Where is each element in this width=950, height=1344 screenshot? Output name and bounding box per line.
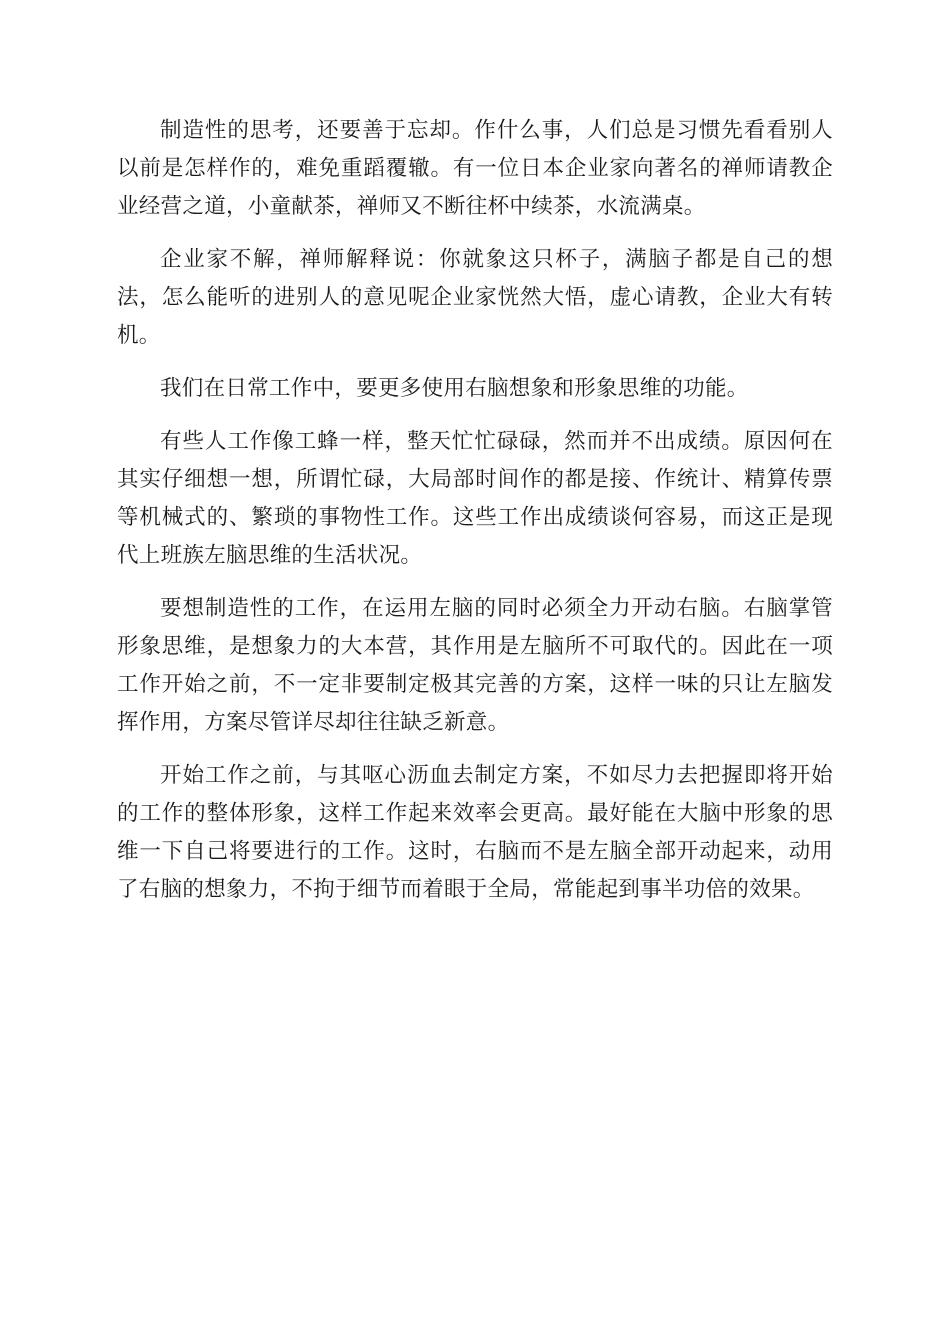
paragraph-6: 开始工作之前，与其呕心沥血去制定方案，不如尽力去把握即将开始的工作的整体形象，这样工作起来效率会更高。最好能在大脑中形象的思维一下自己将要进行的工作。这时，右脑而不是左脑全部开动起来，动用了右脑的想象力，不拘于细节而着眼于全局，常能起到事半功倍的效果。: [117, 763, 833, 902]
paragraph-2: 企业家不解，禅师解释说：你就象这只杯子，满脑子都是自己的想法，怎么能听的进别人的意见呢企业家恍然大悟，虚心请教，企业大有转机。: [117, 247, 833, 348]
paragraph-3: 我们在日常工作中，要更多使用右脑想象和形象思维的功能。: [160, 376, 749, 401]
paragraph-5: 要想制造性的工作，在运用左脑的同时必须全力开动右脑。右脑掌管形象思维，是想象力的大本营，其作用是左脑所不可取代的。因此在一项工作开始之前，不一定非要制定极其完善的方案，这样一味的只让左脑发挥作用，方案尽管详尽却往往缺乏新意。: [117, 596, 833, 735]
paragraph-4: 有些人工作像工蜂一样，整天忙忙碌碌，然而并不出成绩。原因何在其实仔细想一想，所谓忙碌，大局部时间作的都是接、作统计、精算传票等机械式的、繁琐的事物性工作。这些工作出成绩谈何容易，而这正是现代上班族左脑思维的生活状况。: [117, 429, 833, 568]
paragraph-1: 制造性的思考，还要善于忘却。作什么事，人们总是习惯先看看别人以前是怎样作的，难免重蹈覆辙。有一位日本企业家向著名的禅师请教企业经营之道，小童献茶，禅师又不断往杯中续茶，水流满桌。: [117, 118, 833, 219]
document-body: [117, 112, 833, 924]
